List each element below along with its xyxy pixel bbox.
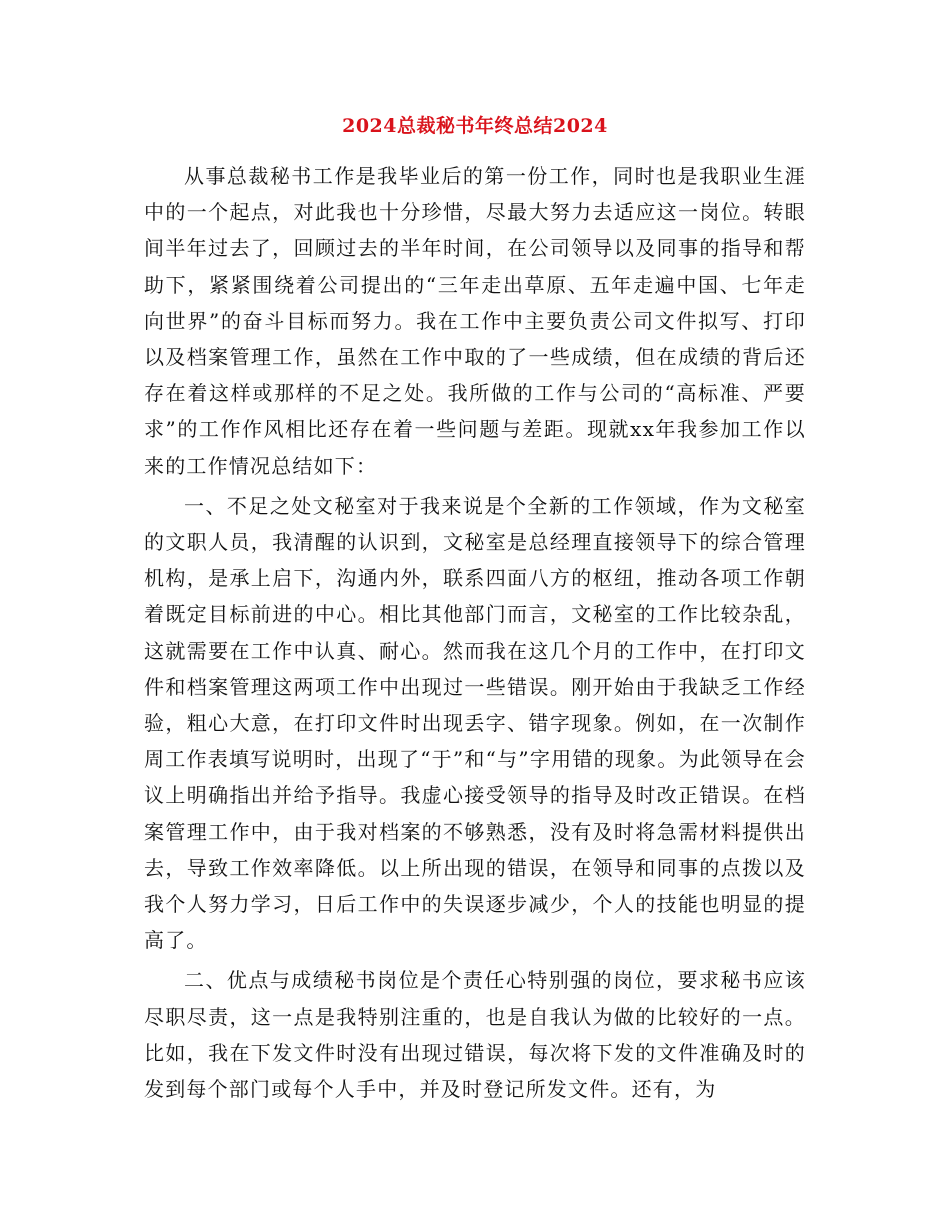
paragraph-shortcomings: 一、不足之处文秘室对于我来说是个全新的工作领域，作为文秘室的文职人员，我清醒的认识到，文秘室是总经理直接领导下的综合管理机构，是承上启下，沟通内外，联系四面八方的枢纽，推动各项工作朝着既定目标前进的中心。相比其他部门而言，文秘室的工作比较杂乱，这就需要在工作中认真、耐心。然而我在这几个月的工作中，在打印文件和档案管理这两项工作中出现过一些错误。刚开始由于我缺乏工作经验，粗心大意，在打印文件时出现丢字、错字现象。例如，在一次制作周工作表填写说明时，出现了“于”和“与”字用错的现象。为此领导在会议上明确指出并给予指导。我虚心接受领导的指导及时改正错误。在档案管理工作中，由于我对档案的不够熟悉，没有及时将急需材料提供出去，导致工作效率降低。以上所出现的错误，在领导和同事的点拨以及我个人努力学习，日后工作中的失误逐步减少，个人的技能也明显的提高了。	[144, 493, 806, 953]
paragraph-achievements: 二、优点与成绩秘书岗位是个责任心特别强的岗位，要求秘书应该尽职尽责，这一点是我特别注重的，也是自我认为做的比较好的一点。比如，我在下发文件时没有出现过错误，每次将下发的文件准确及时的发到每个部门或每个人手中，并及时登记所发文件。还有，为	[144, 968, 806, 1102]
document-title: 2024总裁秘书年终总结2024	[342, 115, 608, 137]
paragraph-intro: 从事总裁秘书工作是我毕业后的第一份工作，同时也是我职业生涯中的一个起点，对此我也十分珍惜，尽最大努力去适应这一岗位。转眼间半年过去了，回顾过去的半年时间，在公司领导以及同事的指导和帮助下，紧紧围绕着公司提出的“三年走出草原、五年走遍中国、七年走向世界”的奋斗目标而努力。我在工作中主要负责公司文件拟写、打印以及档案管理工作，虽然在工作中取的了一些成绩，但在成绩的背后还存在着这样或那样的不足之处。我所做的工作与公司的“高标准、严要求”的工作作风相比还存在着一些问题与差距。现就xx年我参加工作以来的工作情况总结如下：	[144, 164, 806, 478]
